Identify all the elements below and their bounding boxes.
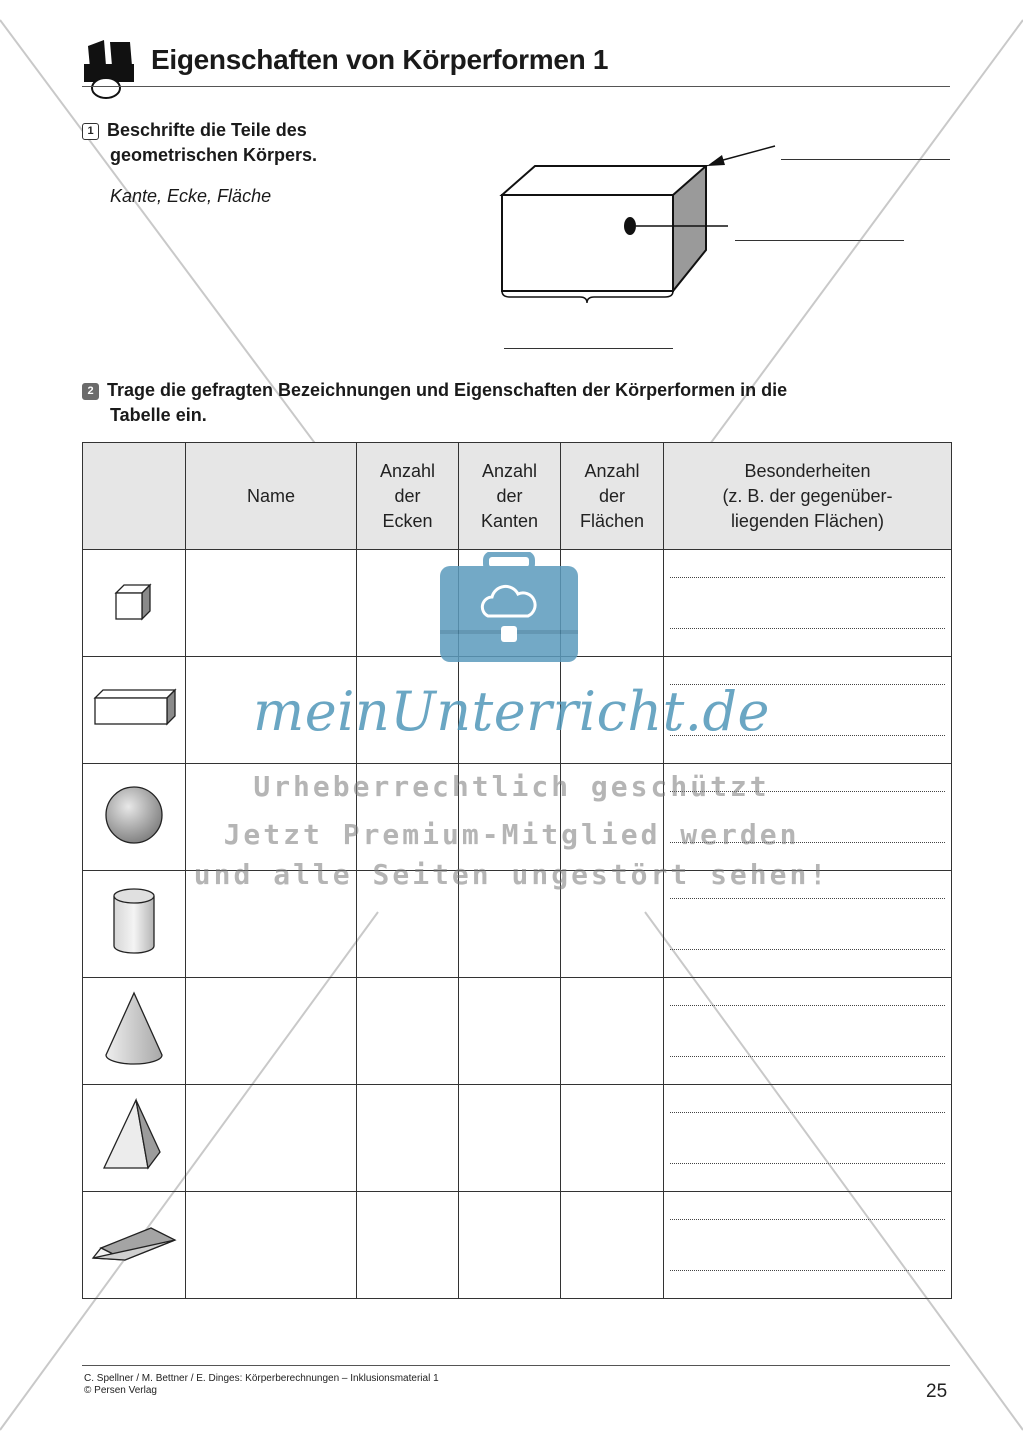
header-name: Name	[186, 443, 357, 550]
task-2-instruction-line1: Trage die gefragten Bezeichnungen und Eigenschaften der Körperformen in die	[107, 380, 788, 400]
corners-cell[interactable]	[357, 1192, 459, 1299]
cone-icon	[102, 989, 166, 1069]
name-cell[interactable]	[186, 978, 357, 1085]
faces-cell[interactable]	[561, 978, 664, 1085]
task-1-instruction-line2: geometrischen Körpers.	[110, 145, 318, 165]
header-corners: Anzahl der Ecken	[357, 443, 459, 550]
watermark-copyright: Urheberrechtlich geschützt	[253, 770, 770, 803]
header-faces: Anzahl der Flächen	[561, 443, 664, 550]
answer-line-face[interactable]	[735, 240, 904, 241]
special-cell[interactable]	[664, 978, 952, 1085]
edges-cell[interactable]	[459, 1192, 561, 1299]
corners-cell[interactable]	[357, 978, 459, 1085]
worksheet-symbol-icon	[82, 36, 138, 100]
special-cell[interactable]	[664, 550, 952, 657]
header-special: Besonderheiten (z. B. der gegenüber- liegenden Flächen)	[664, 443, 952, 550]
page-title: Eigenschaften von Körperformen 1	[151, 44, 609, 75]
faces-cell[interactable]	[561, 1085, 664, 1192]
name-cell[interactable]	[186, 550, 357, 657]
header-edges: Anzahl der Kanten	[459, 443, 561, 550]
edges-cell[interactable]	[459, 978, 561, 1085]
cube-icon	[104, 571, 164, 631]
answer-line-edge-corner[interactable]	[781, 159, 950, 160]
pyramid-icon	[100, 1096, 168, 1176]
table-row	[83, 1192, 952, 1299]
triangular-prism-icon	[89, 1218, 179, 1268]
watermark-premium-2: und alle Seiten ungestört sehen!	[193, 858, 830, 891]
watermark-briefcase-icon	[438, 552, 580, 664]
edges-cell[interactable]	[459, 1085, 561, 1192]
table-row	[83, 978, 952, 1085]
header-shape	[83, 443, 186, 550]
watermark-premium: Jetzt Premium-Mitglied werden	[223, 818, 800, 851]
name-cell[interactable]	[186, 1085, 357, 1192]
task-1	[82, 118, 317, 207]
name-cell[interactable]	[186, 1192, 357, 1299]
corners-cell[interactable]	[357, 1085, 459, 1192]
task-1-word-bank: Kante, Ecke, Fläche	[110, 186, 272, 206]
table-row	[83, 1085, 952, 1192]
watermark-brand: meinUnterricht.de	[253, 680, 770, 743]
cuboid-figure	[490, 135, 960, 360]
task-2	[82, 378, 962, 428]
task-2-number: 2	[82, 383, 99, 400]
special-cell[interactable]	[664, 1192, 952, 1299]
task-1-number: 1	[82, 123, 99, 140]
task-1-instruction-line1: Beschrifte die Teile des	[107, 120, 307, 140]
faces-cell[interactable]	[561, 1192, 664, 1299]
footer-credit: C. Spellner / M. Bettner / E. Dinges: Körperberechnungen – Inklusionsmaterial 1 © Persen Verlag	[84, 1373, 439, 1396]
cylinder-icon	[104, 884, 164, 960]
task-2-instruction-line2: Tabelle ein.	[110, 405, 207, 425]
page-number: 25	[926, 1381, 948, 1402]
answer-line-edge[interactable]	[504, 348, 673, 349]
table-header-row	[83, 443, 952, 550]
title-divider	[82, 86, 950, 87]
footer-divider	[82, 1365, 950, 1366]
special-cell[interactable]	[664, 1085, 952, 1192]
